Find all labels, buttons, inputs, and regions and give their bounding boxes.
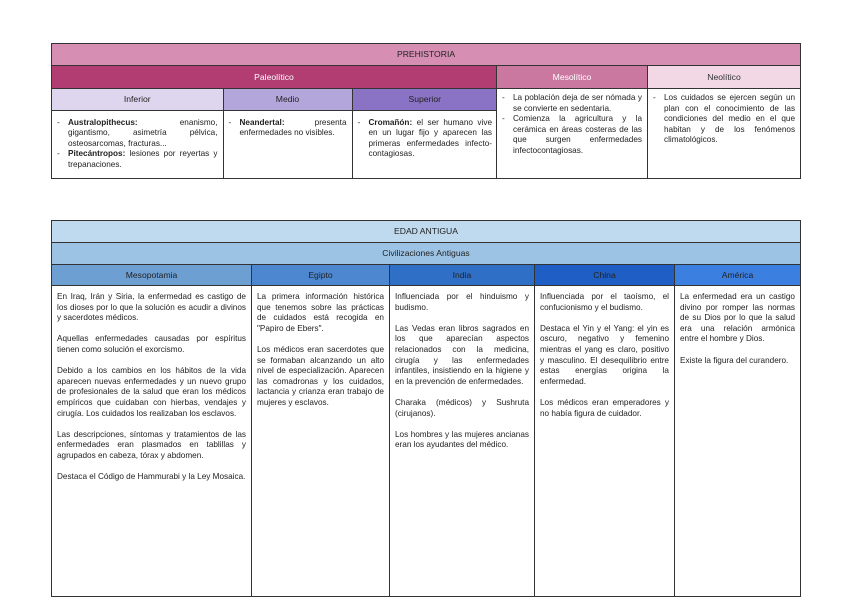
- list-item: [57, 118, 218, 150]
- period-paleolitico: Paleolítico: [52, 66, 497, 89]
- list-item: [229, 118, 347, 139]
- term-cromanon: Cromañón:: [368, 117, 413, 127]
- paragraph: Influenciada por el hinduismo y budismo.: [395, 292, 529, 312]
- civ-content-mesopotamia: [52, 286, 252, 597]
- civ-header-mesopotamia: Mesopotamia: [52, 265, 252, 286]
- item-text: el ser humano vive en un lugar fijo y aparecen las primeras enfermedades infecto-contagiosas.: [368, 117, 492, 159]
- term-australopithecus: Australopithecus:: [68, 117, 138, 127]
- item-text: lesiones por reyertas y trepanaciones.: [68, 149, 218, 169]
- paragraph: Destaca el Código de Hammurabi y la Ley Mosaica.: [57, 472, 246, 482]
- inferior-content: [52, 110, 223, 178]
- civ-content-egipto: [252, 286, 390, 597]
- civ-header-egipto: Egipto: [252, 265, 390, 286]
- subperiod-superior: Superior: [352, 89, 497, 110]
- list-item: - La población deja de ser nómada y se convierte en sedentaria.: [502, 93, 642, 114]
- paragraph: En Iraq, Irán y Siria, la enfermedad es castigo de los dioses por lo que la solución es acudir a divinos y sacerdotes médicos.: [57, 292, 246, 323]
- subperiod-medio: Medio: [223, 89, 352, 110]
- superior-content: [352, 110, 497, 178]
- paragraph: La enfermedad era un castigo divino por romper las normas de su Dios por lo que la salud era una relación armónica entre el hombre y Dios.: [680, 292, 795, 344]
- paragraph: Destaca el Yin y el Yang: el yin es oscuro, negativo y femenino mientras el yang es claro, positivo y masculino. El desequilibrio entre estas energías origina la enfermedad.: [540, 323, 669, 386]
- neolitico-content: [648, 89, 801, 179]
- paragraph: La primera información histórica que tenemos sobre las prácticas de cuidados está recogida en "Papiro de Ebers".: [257, 292, 384, 333]
- antiquity-table: [51, 220, 801, 597]
- civ-header-india: India: [390, 265, 535, 286]
- item-text: presenta enfermedades no visibles.: [239, 117, 347, 138]
- prehistory-title: PREHISTORIA: [52, 44, 801, 66]
- list-item: - Comienza la agricultura y la cerámica en áreas costeras de las que surgen enfermedades infectocontagiosas.: [502, 114, 642, 156]
- paragraph: Los médicos eran sacerdotes que se formaban alcanzando un alto nivel de especialización. Aparecen las comadronas y los cuidados, lactancia y crianza eran trabajo de mujeres y esclavos.: [257, 344, 384, 407]
- paragraph: Existe la figura del curandero.: [680, 355, 789, 365]
- civ-content-india: [390, 286, 535, 597]
- period-mesolitico: Mesolítico: [497, 66, 648, 89]
- paragraph: Las Vedas eran libros sagrados en los que aparecían aspectos relacionados con la medicina, cirugía y las enfermedades infantiles, insistiendo en la higiene y en la prevención de enfermedades.: [395, 323, 529, 386]
- civ-header-china: China: [535, 265, 675, 286]
- paleolitico-cell: [52, 89, 497, 179]
- antiquity-title: EDAD ANTIGUA: [52, 221, 801, 243]
- paragraph: Charaka (médicos) y Sushruta (cirujanos).: [395, 397, 529, 418]
- list-item: [57, 149, 218, 170]
- civ-content-china: [535, 286, 675, 597]
- civ-header-america: América: [675, 265, 801, 286]
- subperiod-inferior: Inferior: [52, 89, 223, 110]
- paragraph: Los médicos eran emperadores y no había figura de cuidador.: [540, 397, 669, 418]
- civ-content-america: [675, 286, 801, 597]
- paragraph: Influenciada por el taoísmo, el confucionismo y el budismo.: [540, 292, 669, 312]
- paragraph: Las descripciones, síntomas y tratamientos de las enfermedades eran plasmados en tablillas y agrupados en cabeza, tórax y abdomen.: [57, 429, 246, 460]
- list-item: [358, 118, 493, 160]
- item-text: enanismo, gigantismo, asimetría pélvica, osteosarcomas, fracturas...: [68, 117, 218, 148]
- paragraph: Aquellas enfermedades causadas por espíritus tienen como solución el exorcismo.: [57, 334, 246, 354]
- period-neolitico: Neolítico: [648, 66, 801, 89]
- term-neandertal: Neandertal:: [239, 117, 285, 127]
- paragraph: Debido a los cambios en los hábitos de la vida aparecen nuevas enfermedades y un nuevo grupo de profesionales de la salud que eran los médicos empíricos que cuidaban con hierbas, vendajes y cirugía. Los cuidados los realizaban los esclavos.: [57, 366, 246, 418]
- term-pitecantropos: Pitecántropos:: [68, 149, 126, 159]
- medio-content: [223, 110, 352, 178]
- paragraph: Los hombres y las mujeres ancianas eran los ayudantes del médico.: [395, 429, 529, 450]
- antiquity-subtitle: Civilizaciones Antiguas: [52, 243, 801, 265]
- list-item: - Los cuidados se ejercen según un plan con el conocimiento de las condiciones del medio en el que habitan y de los fenómenos climatológicos.: [653, 93, 795, 146]
- mesolitico-content: [497, 89, 648, 179]
- prehistory-table: [51, 43, 801, 179]
